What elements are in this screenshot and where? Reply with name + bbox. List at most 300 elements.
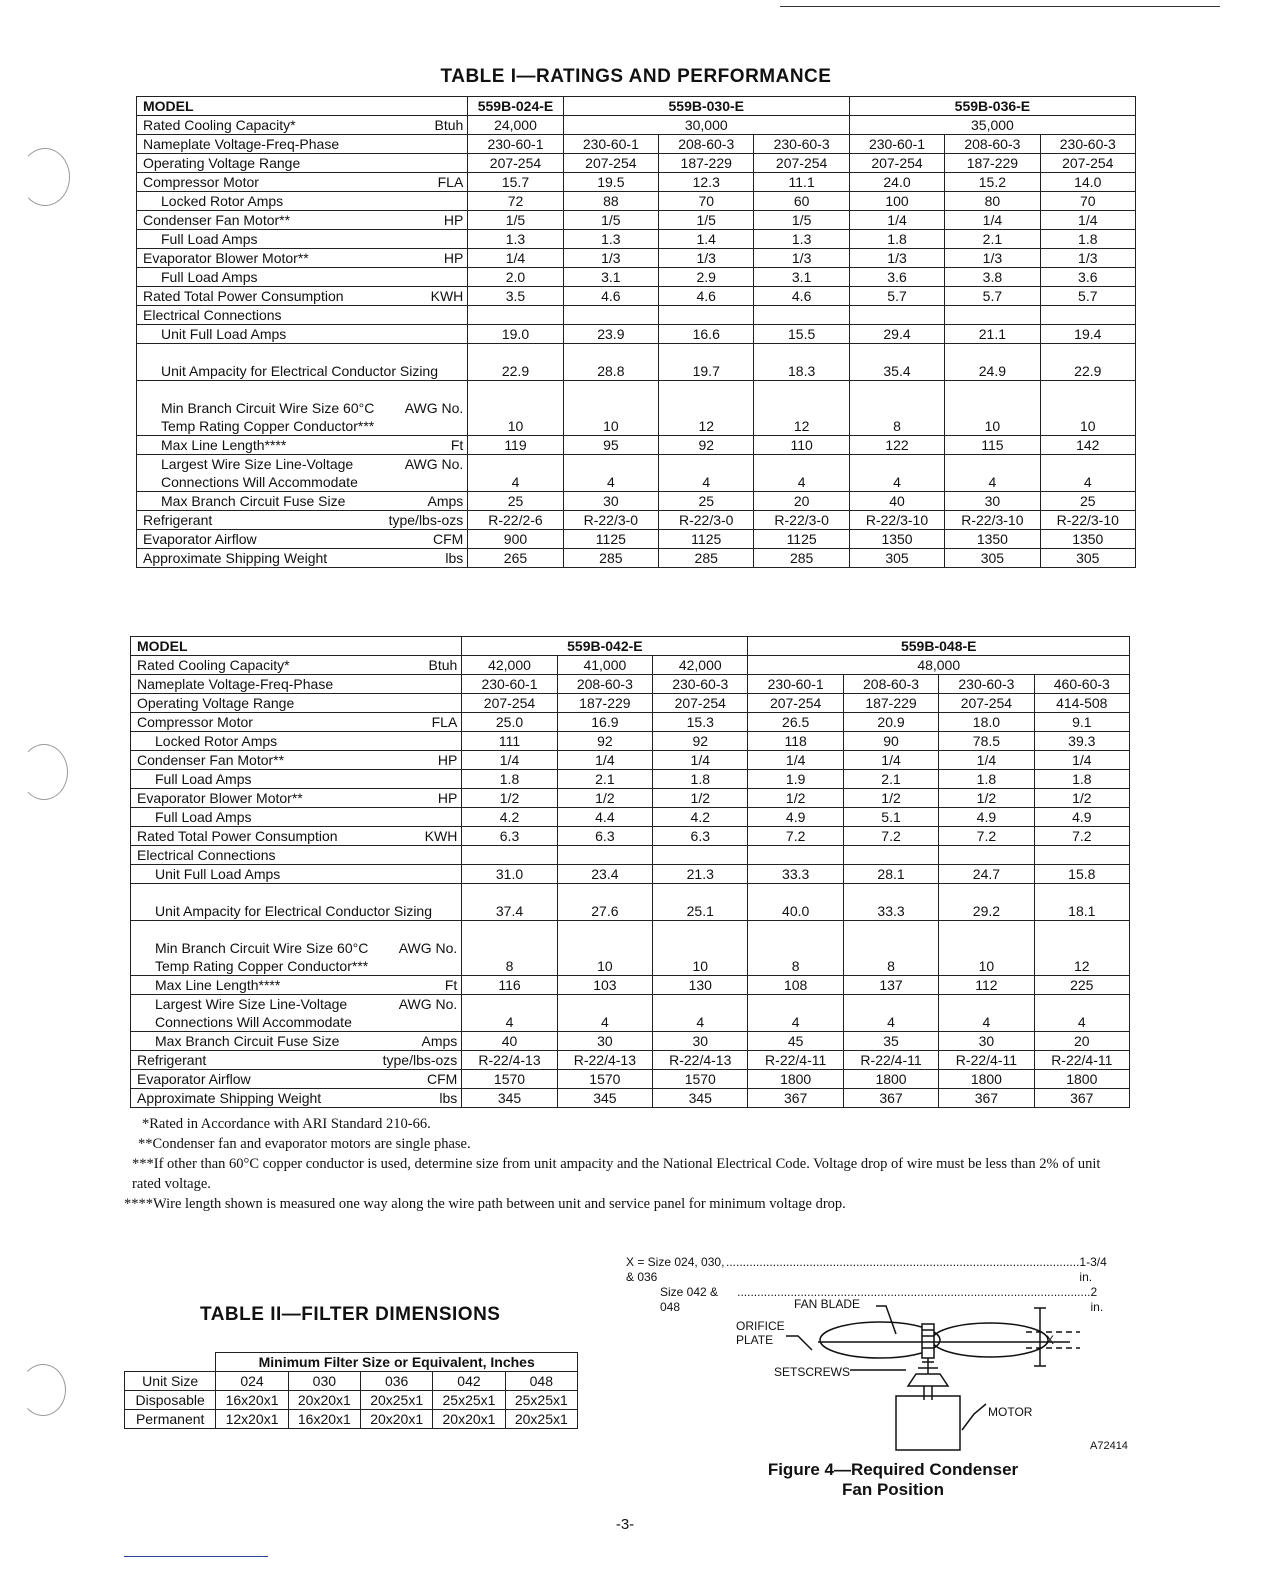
row-label: Full Load Amps: [131, 808, 462, 827]
unit-label: Amps: [421, 1033, 458, 1049]
unit-label: Ft: [450, 437, 464, 453]
data-cell: 4.9: [748, 808, 843, 827]
data-cell: [945, 306, 1040, 325]
data-cell: 3.6: [849, 268, 944, 287]
table-row: [131, 884, 1130, 921]
data-cell: 1/4: [945, 211, 1040, 230]
data-cell: 16.9: [557, 713, 652, 732]
table-row: [131, 827, 1130, 846]
unit-label: type/lbs-ozs: [388, 512, 464, 528]
data-cell: 4.2: [462, 808, 557, 827]
data-cell: 208-60-3: [557, 675, 652, 694]
data-cell: 10: [557, 921, 652, 976]
table-row: [137, 381, 1136, 436]
data-cell: 8: [748, 921, 843, 976]
capacity-cell: 42,000: [653, 656, 748, 675]
fan-blade-label: FAN BLADE: [794, 1297, 861, 1311]
bottom-rule: [124, 1556, 268, 1557]
data-cell: 110: [754, 436, 849, 455]
motor-body: [896, 1396, 960, 1450]
table-row: [137, 455, 1136, 492]
data-cell: 30: [653, 1032, 748, 1051]
row-label: Operating Voltage Range: [131, 694, 462, 713]
data-cell: R-22/3-10: [1040, 511, 1135, 530]
data-cell: 25: [468, 492, 563, 511]
data-cell: 1.3: [754, 230, 849, 249]
data-cell: 1/4: [843, 751, 938, 770]
data-cell: 18.0: [939, 713, 1034, 732]
size-024: 024: [216, 1372, 288, 1391]
data-cell: 3.6: [1040, 268, 1135, 287]
data-cell: 40.0: [748, 884, 843, 921]
table-row: [137, 436, 1136, 455]
capacity-row: [137, 116, 1136, 135]
table-row: [137, 249, 1136, 268]
data-cell: 1570: [462, 1070, 557, 1089]
data-cell: 2.1: [843, 770, 938, 789]
row-label: Full Load Amps: [137, 268, 468, 287]
capacity-cell: 48,000: [748, 656, 1130, 675]
data-cell: 5.7: [1040, 287, 1135, 306]
row-label: CFM Evaporator Airflow: [131, 1070, 462, 1089]
data-cell: 7.2: [1034, 827, 1129, 846]
unit-label: HP: [443, 250, 464, 266]
data-cell: [1034, 846, 1129, 865]
data-cell: R-22/3-10: [849, 511, 944, 530]
data-cell: 1/5: [468, 211, 563, 230]
table-row: [131, 865, 1130, 884]
data-cell: 31.0: [462, 865, 557, 884]
page-number: -3-: [615, 1516, 635, 1533]
row-label: Unit Full Load Amps: [131, 865, 462, 884]
data-cell: 1/4: [939, 751, 1034, 770]
data-cell: 225: [1034, 976, 1129, 995]
data-cell: 1/3: [754, 249, 849, 268]
data-cell: 18.3: [754, 344, 849, 381]
data-cell: R-22/3-0: [563, 511, 658, 530]
data-cell: 15.8: [1034, 865, 1129, 884]
data-cell: 88: [563, 192, 658, 211]
data-cell: 1/4: [748, 751, 843, 770]
row-label: Amps Max Branch Circuit Fuse Size: [131, 1032, 462, 1051]
data-cell: 1.3: [563, 230, 658, 249]
table-row: [137, 549, 1136, 568]
data-cell: 24.0: [849, 173, 944, 192]
data-cell: 4: [754, 455, 849, 492]
row-label: type/lbs-ozs Refrigerant: [137, 511, 468, 530]
unit-label: HP: [443, 212, 464, 228]
data-cell: [849, 306, 944, 325]
data-cell: 1/5: [754, 211, 849, 230]
data-cell: 26.5: [748, 713, 843, 732]
data-cell: 11.1: [754, 173, 849, 192]
unit-label: Amps: [427, 493, 464, 509]
model-name: 559B-036-E: [849, 97, 1135, 116]
data-cell: [659, 306, 754, 325]
data-cell: 305: [1040, 549, 1135, 568]
orifice-label: ORIFICE: [736, 1319, 785, 1333]
data-cell: 1.8: [849, 230, 944, 249]
row-label: Ft Max Line Length****: [131, 976, 462, 995]
data-cell: 3.1: [563, 268, 658, 287]
data-cell: 19.5: [563, 173, 658, 192]
data-cell: 208-60-3: [659, 135, 754, 154]
setscrews-label: SETSCREWS: [774, 1365, 851, 1379]
capacity-cell: 35,000: [849, 116, 1135, 135]
data-cell: 92: [653, 732, 748, 751]
data-cell: 367: [843, 1089, 938, 1108]
capacity-cell: 42,000: [462, 656, 557, 675]
data-cell: 4.6: [563, 287, 658, 306]
data-cell: 3.1: [754, 268, 849, 287]
data-cell: 230-60-3: [754, 135, 849, 154]
data-cell: [557, 846, 652, 865]
unit-label: Btuh: [428, 657, 458, 673]
unit-label: HP: [437, 752, 458, 768]
top-rule: [780, 6, 1220, 7]
data-cell: 305: [945, 549, 1040, 568]
data-cell: 4: [462, 995, 557, 1032]
data-cell: 4.9: [1034, 808, 1129, 827]
table-row: [131, 1089, 1130, 1108]
row-label-disposable: Disposable: [125, 1391, 216, 1410]
row-label: Nameplate Voltage-Freq-Phase: [137, 135, 468, 154]
size-036: 036: [361, 1372, 433, 1391]
data-cell: 4: [468, 455, 563, 492]
unit-label: type/lbs-ozs: [382, 1052, 458, 1068]
data-cell: 28.8: [563, 344, 658, 381]
data-cell: 207-254: [468, 154, 563, 173]
data-cell: 25.1: [653, 884, 748, 921]
data-cell: 10: [939, 921, 1034, 976]
data-cell: 5.7: [945, 287, 1040, 306]
footnote-2: **Condenser fan and evaporator motors are single phase.: [138, 1136, 471, 1152]
data-cell: 367: [748, 1089, 843, 1108]
data-cell: 367: [939, 1089, 1034, 1108]
table-row: [131, 770, 1130, 789]
fan-hub: [922, 1324, 934, 1358]
data-cell: 122: [849, 436, 944, 455]
row-label: FLA Compressor Motor: [131, 713, 462, 732]
data-cell: 187-229: [659, 154, 754, 173]
data-cell: R-22/4-11: [843, 1051, 938, 1070]
data-cell: 23.4: [557, 865, 652, 884]
data-cell: 187-229: [843, 694, 938, 713]
data-cell: 27.6: [557, 884, 652, 921]
unit-label: AWG No.: [404, 400, 464, 416]
data-cell: 15.2: [945, 173, 1040, 192]
data-cell: 12: [1034, 921, 1129, 976]
data-cell: 1800: [843, 1070, 938, 1089]
data-cell: 1125: [659, 530, 754, 549]
table-row: [131, 921, 1130, 976]
row-label: Locked Rotor Amps: [137, 192, 468, 211]
data-cell: 1/5: [563, 211, 658, 230]
row-label: Nameplate Voltage-Freq-Phase: [131, 675, 462, 694]
data-cell: 25: [659, 492, 754, 511]
data-cell: [653, 846, 748, 865]
data-cell: 265: [468, 549, 563, 568]
row-label: AWG No. Min Branch Circuit Wire Size 60°C Temp Rating Copper Conductor***: [131, 921, 462, 976]
size-048: 048: [505, 1372, 577, 1391]
table-row: [137, 192, 1136, 211]
data-cell: 6.3: [653, 827, 748, 846]
filter-cell: 16x20x1: [288, 1410, 360, 1429]
data-cell: 207-254: [754, 154, 849, 173]
data-cell: 8: [462, 921, 557, 976]
table-row: [131, 846, 1130, 865]
data-cell: 1/2: [653, 789, 748, 808]
data-cell: 1/4: [653, 751, 748, 770]
data-cell: 37.4: [462, 884, 557, 921]
data-cell: [468, 306, 563, 325]
data-cell: 1570: [557, 1070, 652, 1089]
data-cell: 1.9: [748, 770, 843, 789]
filter-cell: 20x25x1: [505, 1410, 577, 1429]
table-row: [131, 713, 1130, 732]
data-cell: 4: [1034, 995, 1129, 1032]
data-cell: 208-60-3: [843, 675, 938, 694]
data-cell: 207-254: [939, 694, 1034, 713]
data-cell: 4: [1040, 455, 1135, 492]
data-cell: 1/4: [1034, 751, 1129, 770]
filter-cell: 16x20x1: [216, 1391, 288, 1410]
size-042: 042: [433, 1372, 505, 1391]
data-cell: 19.7: [659, 344, 754, 381]
table-row: [131, 1051, 1130, 1070]
data-cell: 2.1: [945, 230, 1040, 249]
row-label: HP Condenser Fan Motor**: [131, 751, 462, 770]
data-cell: R-22/3-10: [945, 511, 1040, 530]
data-cell: 7.2: [843, 827, 938, 846]
motor-label: MOTOR: [988, 1405, 1033, 1419]
filter-cell: 20x20x1: [433, 1410, 505, 1429]
data-cell: R-22/4-13: [557, 1051, 652, 1070]
row-label: FLA Compressor Motor: [137, 173, 468, 192]
data-cell: 285: [659, 549, 754, 568]
data-cell: 21.1: [945, 325, 1040, 344]
capacity-cell: 24,000: [468, 116, 563, 135]
data-cell: 29.4: [849, 325, 944, 344]
data-cell: 100: [849, 192, 944, 211]
data-cell: 4.2: [653, 808, 748, 827]
unit-label: FLA: [431, 714, 458, 730]
table-row: [131, 1070, 1130, 1089]
x-marker-label: X: [1046, 1333, 1055, 1347]
row-label: HP Evaporator Blower Motor**: [137, 249, 468, 268]
data-cell: 305: [849, 549, 944, 568]
data-cell: R-22/4-13: [653, 1051, 748, 1070]
data-cell: 45: [748, 1032, 843, 1051]
data-cell: 900: [468, 530, 563, 549]
data-cell: 29.2: [939, 884, 1034, 921]
model-label: MODEL: [137, 97, 468, 116]
data-cell: 16.6: [659, 325, 754, 344]
model-name: 559B-030-E: [563, 97, 849, 116]
data-cell: 24.9: [945, 344, 1040, 381]
data-cell: R-22/4-11: [939, 1051, 1034, 1070]
footnote-1: *Rated in Accordance with ARI Standard 210-66.: [142, 1116, 431, 1132]
data-cell: 1/4: [1040, 211, 1135, 230]
data-cell: 10: [945, 381, 1040, 436]
data-cell: 25: [1040, 492, 1135, 511]
data-cell: 187-229: [557, 694, 652, 713]
setscrew-bracket: [908, 1374, 948, 1386]
data-cell: 5.7: [849, 287, 944, 306]
data-cell: 4.4: [557, 808, 652, 827]
data-cell: 30: [945, 492, 1040, 511]
data-cell: 1/4: [462, 751, 557, 770]
model-row: [137, 97, 1136, 116]
data-cell: 345: [653, 1089, 748, 1108]
data-cell: 22.9: [1040, 344, 1135, 381]
data-cell: 1/3: [849, 249, 944, 268]
data-cell: 230-60-1: [748, 675, 843, 694]
data-cell: 18.1: [1034, 884, 1129, 921]
data-cell: 230-60-1: [563, 135, 658, 154]
data-cell: 15.5: [754, 325, 849, 344]
model-name: 559B-042-E: [462, 637, 748, 656]
data-cell: 60: [754, 192, 849, 211]
data-cell: R-22/4-11: [748, 1051, 843, 1070]
data-cell: 19.4: [1040, 325, 1135, 344]
data-cell: R-22/3-0: [754, 511, 849, 530]
data-cell: 1/3: [659, 249, 754, 268]
data-cell: 6.3: [557, 827, 652, 846]
data-cell: 1350: [1040, 530, 1135, 549]
data-cell: 285: [563, 549, 658, 568]
data-cell: 3.8: [945, 268, 1040, 287]
data-cell: 28.1: [843, 865, 938, 884]
data-cell: 1.8: [1040, 230, 1135, 249]
data-cell: 1/2: [557, 789, 652, 808]
unit-label: KWH: [424, 828, 458, 844]
data-cell: 7.2: [748, 827, 843, 846]
data-cell: 70: [1040, 192, 1135, 211]
footnote-3: ***If other than 60°C copper conductor is used, determine size from unit ampacity and the National Electrical Code. Voltage drop of wire must be less than 2% of unit rated voltage.: [132, 1156, 1101, 1192]
data-cell: 10: [1040, 381, 1135, 436]
data-cell: 1/2: [843, 789, 938, 808]
data-cell: 19.0: [468, 325, 563, 344]
data-cell: 137: [843, 976, 938, 995]
data-cell: 3.5: [468, 287, 563, 306]
data-cell: 4: [557, 995, 652, 1032]
x-dimension-legend: X = Size 024, 030, & 036 .......................................................................................................... 1-3/4 in. Size 042 & 048 .......................................................................................................... 2 in.: [626, 1255, 1112, 1315]
data-cell: 1.3: [468, 230, 563, 249]
data-cell: 1800: [748, 1070, 843, 1089]
data-cell: 1.8: [1034, 770, 1129, 789]
data-cell: [748, 846, 843, 865]
data-cell: 4: [748, 995, 843, 1032]
data-cell: 1350: [849, 530, 944, 549]
table-row: [137, 154, 1136, 173]
data-cell: 8: [843, 921, 938, 976]
data-cell: 1/2: [1034, 789, 1129, 808]
row-label-permanent: Permanent: [125, 1410, 216, 1429]
row-label: lbs Approximate Shipping Weight: [131, 1089, 462, 1108]
unit-label: Btuh: [434, 117, 464, 133]
filter-group-header: Minimum Filter Size or Equivalent, Inches: [216, 1353, 578, 1372]
data-cell: 15.7: [468, 173, 563, 192]
unit-label: CFM: [426, 1071, 458, 1087]
data-cell: 25.0: [462, 713, 557, 732]
data-cell: 207-254: [653, 694, 748, 713]
table-row: [137, 173, 1136, 192]
row-label: Electrical Connections: [137, 306, 468, 325]
data-cell: 460-60-3: [1034, 675, 1129, 694]
data-cell: [754, 306, 849, 325]
data-cell: 8: [849, 381, 944, 436]
data-cell: 40: [462, 1032, 557, 1051]
table-row: [137, 287, 1136, 306]
unit-size-label: Unit Size: [125, 1372, 216, 1391]
data-cell: 72: [468, 192, 563, 211]
filter-cell: 20x20x1: [361, 1410, 433, 1429]
data-cell: 108: [748, 976, 843, 995]
filter-cell: 20x25x1: [361, 1391, 433, 1410]
data-cell: 6.3: [462, 827, 557, 846]
capacity-row: [131, 656, 1130, 675]
unit-label: HP: [437, 790, 458, 806]
table-row: [137, 511, 1136, 530]
data-cell: 30: [557, 1032, 652, 1051]
x-line2-label: Size 042 & 048: [660, 1285, 719, 1314]
table-row: [131, 995, 1130, 1032]
table2-title: TABLE II—FILTER DIMENSIONS: [200, 1304, 501, 1325]
data-cell: [939, 846, 1034, 865]
unit-label: Ft: [444, 977, 458, 993]
data-cell: 207-254: [462, 694, 557, 713]
data-cell: 4.6: [659, 287, 754, 306]
x-line2-value: 2 in.: [1090, 1285, 1104, 1314]
row-label: Electrical Connections: [131, 846, 462, 865]
table-row: [137, 211, 1136, 230]
model-label: MODEL: [131, 637, 462, 656]
data-cell: 130: [653, 976, 748, 995]
data-cell: 1/4: [468, 249, 563, 268]
table-row: [131, 751, 1130, 770]
data-cell: 4: [849, 455, 944, 492]
data-cell: 230-60-3: [939, 675, 1034, 694]
x-line1-value: 1-3/4 in.: [1079, 1255, 1107, 1284]
data-cell: 2.1: [557, 770, 652, 789]
data-cell: R-22/2-6: [468, 511, 563, 530]
data-cell: 4: [563, 455, 658, 492]
unit-label: AWG No.: [398, 940, 458, 956]
data-cell: 230-60-1: [462, 675, 557, 694]
table-row: [131, 1032, 1130, 1051]
data-cell: 1.8: [653, 770, 748, 789]
data-cell: 20: [1034, 1032, 1129, 1051]
data-cell: 1/3: [563, 249, 658, 268]
data-cell: 24.7: [939, 865, 1034, 884]
data-cell: 1/4: [849, 211, 944, 230]
data-cell: 1570: [653, 1070, 748, 1089]
row-label: Ft Max Line Length****: [137, 436, 468, 455]
data-cell: 285: [754, 549, 849, 568]
data-cell: 1800: [1034, 1070, 1129, 1089]
data-cell: 1.8: [939, 770, 1034, 789]
row-label: Full Load Amps: [131, 770, 462, 789]
data-cell: 10: [468, 381, 563, 436]
footnotes: [124, 1114, 1130, 1214]
table-row: [137, 325, 1136, 344]
capacity-cell: 41,000: [557, 656, 652, 675]
data-cell: [462, 846, 557, 865]
row-label: lbs Approximate Shipping Weight: [137, 549, 468, 568]
data-cell: 21.3: [653, 865, 748, 884]
table-row: [137, 492, 1136, 511]
